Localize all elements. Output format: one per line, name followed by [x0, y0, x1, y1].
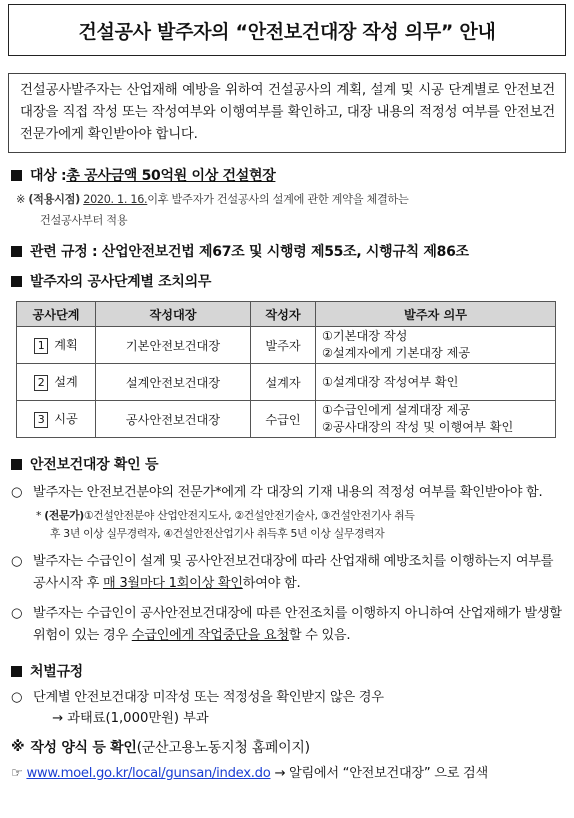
table-row: 3 시공 공사안전보건대장 수급인 ①수급인에게 설계대장 제공 ②공사대장의 작성 및 이행여부 확인: [17, 401, 556, 438]
table-header: 작성대장: [96, 302, 251, 327]
square-bullet-icon: [11, 246, 22, 257]
homepage-link[interactable]: www.moel.go.kr/local/gunsan/index.do: [26, 766, 271, 781]
regulation-heading: 관련 규정 : 산업안전보건법 제67조 및 시행령 제55조, 시행규칙 제86조: [8, 241, 566, 261]
circle-bullet-icon: ○: [11, 606, 23, 621]
stage-duty-table: [16, 301, 556, 438]
table-header: 발주자 의무: [316, 302, 556, 327]
confirm-bullet-1: ○ 발주자는 안전보건분야의 전문가*에게 각 대장의 기재 내용의 적정성 여부를 확인받아야 함.: [8, 482, 566, 504]
table-header: 공사단계: [17, 302, 96, 327]
page-title: 건설공사 발주자의 “안전보건대장 작성 의무” 안내: [8, 4, 566, 56]
square-bullet-icon: [11, 459, 22, 470]
circle-bullet-icon: ○: [11, 690, 23, 705]
table-row: 1 계획 기본안전보건대장 발주자 ①기본대장 작성 ②설계자에게 기본대장 제공: [17, 327, 556, 364]
confirm-bullet-2: ○ 발주자는 수급인이 설계 및 공사안전보건대장에 따라 산업재해 예방조치를 이행하는지 여부를 공사시작 후 매 3월마다 1회이상 확인하여야 함.: [8, 551, 566, 595]
square-bullet-icon: [11, 276, 22, 287]
expert-note: * (전문가)①건설안전분야 산업안전지도사, ②건설안전기술사, ③건설안전기사 취득 후 3년 이상 실무경력자, ④건설안전산업기사 취득후 5년 이상 실무경력자: [36, 509, 415, 540]
target-value: 총 공사금액 50억원 이상 건설현장: [66, 168, 276, 184]
confirm-heading: 안전보건대장 확인 등: [8, 454, 566, 474]
penalty-heading: 처벌규정: [8, 661, 566, 681]
table-header: 작성자: [251, 302, 316, 327]
table-row: 2 설계 설계안전보건대장 설계자 ①설계대장 작성여부 확인: [17, 364, 556, 401]
notice-page: [8, 4, 566, 810]
circle-bullet-icon: ○: [11, 485, 23, 500]
intro-paragraph: 건설공사발주자는 산업재해 예방을 위하여 건설공사의 계획, 설계 및 시공 단계별로 안전보건대장을 직접 작성 또는 작성여부와 이행여부를 확인하고, 대장 내용의 적정성 여부를 안전보건전문가에게 확인받아야 합니다.: [8, 73, 566, 153]
duty-heading: 발주자의 공사단계별 조치의무: [8, 271, 566, 291]
confirm-bullet-3: ○ 발주자는 수급인이 공사안전보건대장에 따른 안전조치를 이행하지 아니하여 산업재해가 발생할 위험이 있는 경우 수급인에게 작업중단을 요청할 수 있음.: [8, 603, 566, 647]
target-heading: 대상 : 총 공사금액 50억원 이상 건설현장: [8, 165, 566, 185]
pointing-hand-icon: ☞: [11, 766, 23, 781]
penalty-bullet: ○ 단계별 안전보건대장 미작성 또는 적정성을 확인받지 않은 경우: [8, 687, 566, 709]
square-bullet-icon: [11, 666, 22, 677]
square-bullet-icon: [11, 170, 22, 181]
form-link-line: ☞ www.moel.go.kr/local/gunsan/index.do → 알림에서 “안전보건대장” 으로 검색: [11, 766, 488, 781]
penalty-result: → 과태료(1,000만원) 부과: [52, 711, 209, 726]
application-note: ※ (적용시점) 2020. 1. 16.이후 발주자가 건설공사의 설계에 관한 계약을 체결하는 건설공사부터 적용: [16, 193, 409, 227]
circle-bullet-icon: ○: [11, 554, 23, 569]
form-heading: ※ 작성 양식 등 확인 (군산고용노동지청 홈페이지): [11, 739, 310, 756]
